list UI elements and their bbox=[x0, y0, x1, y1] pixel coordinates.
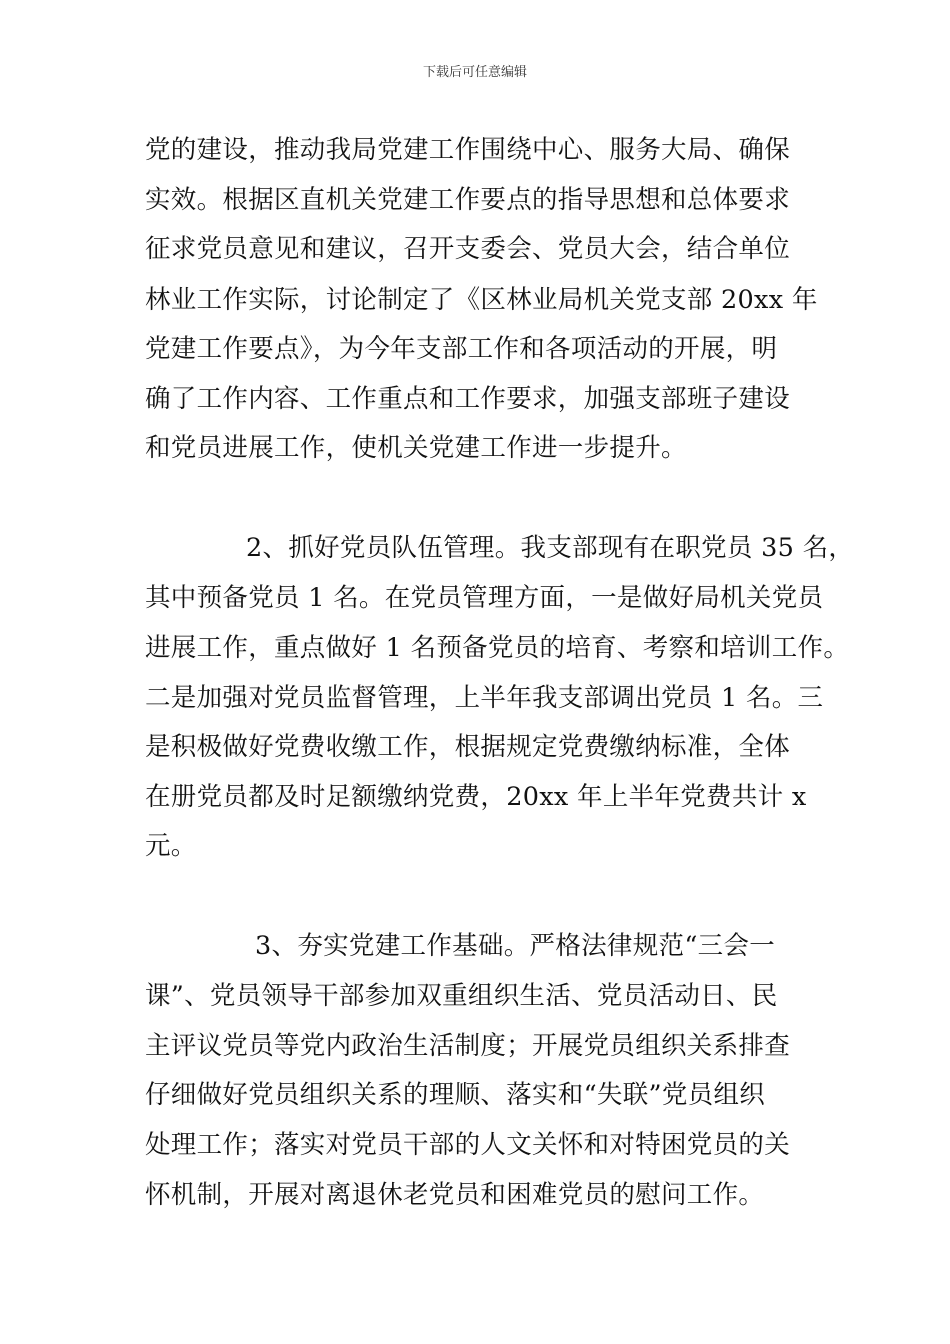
text-line: 确了工作内容、工作重点和工作要求，加强支部班子建设 bbox=[145, 384, 791, 414]
text-line: 实效。根据区直机关党建工作要点的指导思想和总体要求 bbox=[145, 185, 791, 215]
text-line: 课”、党员领导干部参加双重组织生活、党员活动日、民 bbox=[145, 981, 778, 1011]
text-line: 处理工作；落实对党员干部的人文关怀和对特困党员的关 bbox=[145, 1130, 791, 1160]
text-line: 二是加强对党员监督管理，上半年我支部调出党员 1 名。三 bbox=[145, 683, 824, 713]
text-line: 党建工作要点》，为今年支部工作和各项活动的开展，明 bbox=[145, 334, 778, 364]
text-line: 仔细做好党员组织关系的理顺、落实和“失联”党员组织 bbox=[145, 1080, 766, 1110]
text-line: 是积极做好党费收缴工作，根据规定党费缴纳标准，全体 bbox=[145, 732, 791, 762]
paragraph-first-line: 2、抓好党员队伍管理。我支部现有在职党员 35 名， bbox=[246, 533, 855, 563]
text-line: 和党员进展工作，使机关党建工作进一步提升。 bbox=[145, 433, 687, 463]
text-line: 怀机制，开展对离退休老党员和困难党员的慰问工作。 bbox=[145, 1180, 765, 1210]
text-line: 征求党员意见和建议，召开支委会、党员大会，结合单位 bbox=[145, 234, 791, 264]
text-line: 林业工作实际，讨论制定了《区林业局机关党支部 20xx 年 bbox=[145, 285, 818, 315]
page-header: 下载后可任意编辑 bbox=[422, 65, 527, 80]
text-line: 党的建设，推动我局党建工作围绕中心、服务大局、确保 bbox=[145, 135, 791, 165]
text-line: 元。 bbox=[145, 831, 197, 861]
text-line: 进展工作，重点做好 1 名预备党员的培育、考察和培训工作。 bbox=[145, 633, 850, 663]
text-line: 在册党员都及时足额缴纳党费，20xx 年上半年党费共计 x bbox=[145, 782, 807, 812]
text-line: 其中预备党员 1 名。在党员管理方面，一是做好局机关党员 bbox=[145, 583, 824, 613]
text-line: 主评议党员等党内政治生活制度；开展党员组织关系排查 bbox=[145, 1031, 791, 1061]
paragraph-first-line: 3、夯实党建工作基础。严格法律规范“三会一 bbox=[255, 931, 776, 961]
